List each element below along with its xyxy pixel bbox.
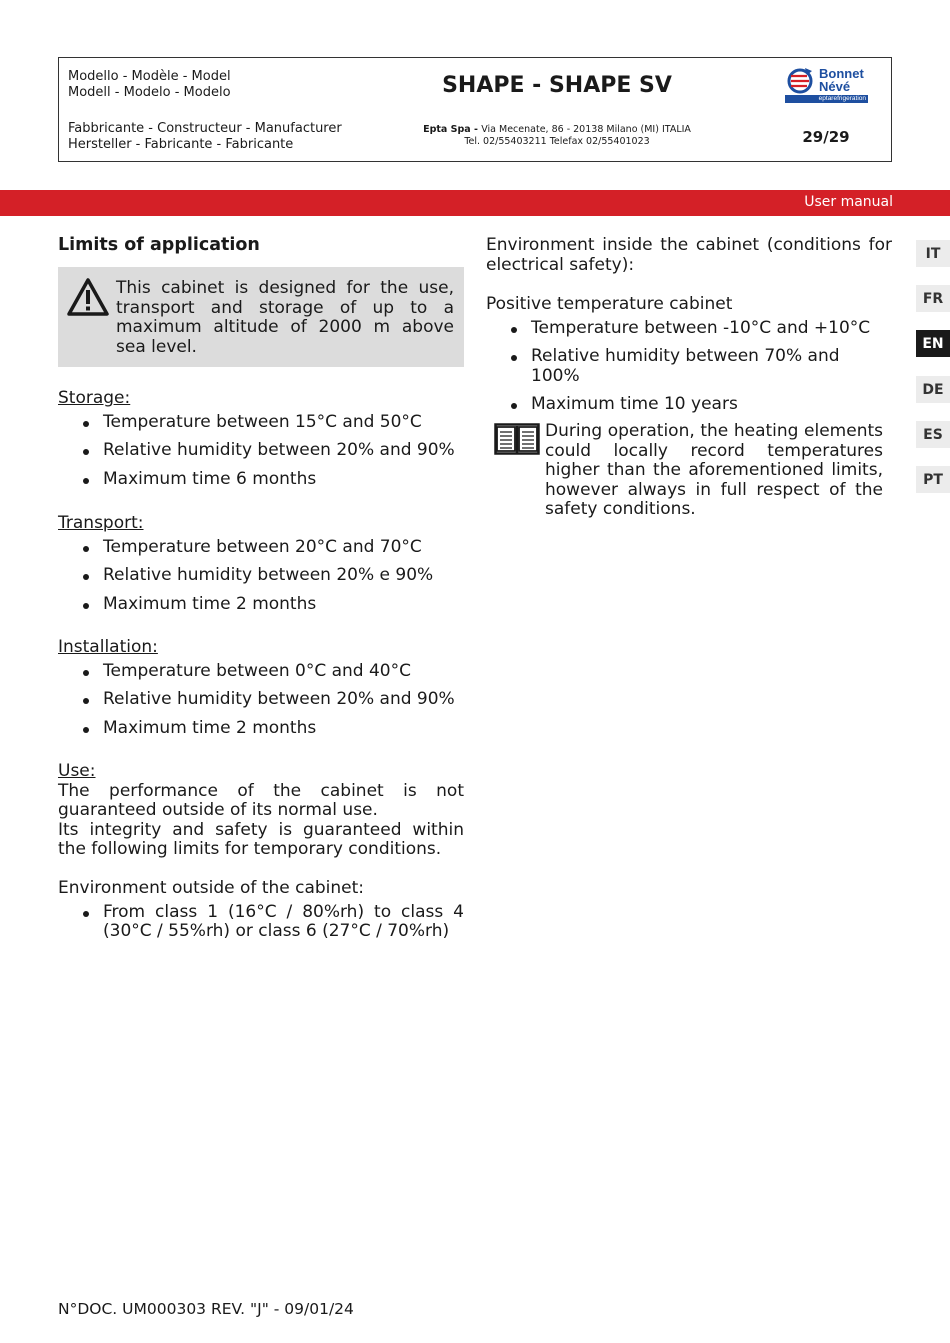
- list-item: Maximum time 6 months: [58, 470, 464, 490]
- storage-title: Storage:: [58, 388, 131, 408]
- page-number: 29/29: [802, 127, 850, 146]
- logo-text-2: Névé: [819, 79, 851, 94]
- list-item: Temperature between 20°C and 70°C: [58, 538, 464, 558]
- brand-logo: [761, 58, 891, 112]
- document-reference: N°DOC. UM000303 REV. "J" - 09/01/24: [58, 1300, 354, 1318]
- lang-tab-de[interactable]: DE: [916, 376, 950, 403]
- list-item: Temperature between 0°C and 40°C: [58, 662, 464, 682]
- document-title: SHAPE - SHAPE SV: [442, 72, 672, 98]
- band-label: User manual: [804, 194, 893, 210]
- env-outside-section: [58, 879, 464, 942]
- manufacturer-label: [59, 112, 353, 161]
- list-item: Relative humidity between 20% and 90%: [58, 441, 464, 461]
- env-inside-text: Environment inside the cabinet (conditions for electrical safety):: [486, 235, 892, 275]
- list-item: Relative humidity between 20% and 90%: [58, 690, 464, 710]
- logo-text-1: Bonnet: [819, 66, 864, 81]
- use-title: Use:: [58, 761, 96, 781]
- list-item: From class 1 (16°C / 80%rh) to class 4 (30°C / 55%rh) or class 6 (27°C / 70%rh): [58, 903, 464, 942]
- note-text: During operation, the heating elements could locally record temperatures higher than the aforementioned limits, however always in full respect of the safety conditions.: [545, 421, 883, 519]
- list-item: Temperature between -10°C and +10°C: [486, 319, 892, 339]
- list-item: Relative humidity between 70% and 100%: [486, 347, 892, 386]
- manufacturer-label-line-2: Hersteller - Fabricante - Fabricante: [68, 137, 294, 152]
- list-item: Relative humidity between 20% e 90%: [58, 566, 464, 586]
- positive-section: [486, 295, 892, 415]
- model-label-line-1: Modello - Modèle - Model: [68, 69, 231, 84]
- company-address: Via Mecenate, 86 - 20138 Milano (MI) ITALIA: [481, 124, 691, 135]
- list-item: Maximum time 2 months: [58, 719, 464, 739]
- lang-tab-es[interactable]: ES: [916, 421, 950, 448]
- section-heading: Limits of application: [58, 235, 260, 255]
- logo-subtitle: eptarefrigeration: [785, 95, 868, 103]
- use-text-2: Its integrity and safety is guaranteed within the following limits for temporary conditions.: [58, 819, 464, 859]
- model-label-line-2: Modell - Modelo - Modelo: [68, 85, 231, 100]
- header-table: [58, 57, 892, 162]
- list-item: Maximum time 2 months: [58, 595, 464, 615]
- manual-book-icon: [494, 423, 540, 455]
- warning-icon: [66, 277, 110, 317]
- lang-tab-it[interactable]: IT: [916, 240, 950, 267]
- use-text-1: The performance of the cabinet is not guaranteed outside of its normal use.: [58, 780, 464, 820]
- installation-title: Installation:: [58, 637, 158, 657]
- company-name: Epta Spa -: [423, 124, 482, 135]
- lang-tab-en[interactable]: EN: [916, 330, 950, 357]
- use-section: [58, 762, 464, 860]
- manufacturer-label-line-1: Fabbricante - Constructeur - Manufacturer: [68, 121, 342, 136]
- list-item: Temperature between 15°C and 50°C: [58, 413, 464, 433]
- manufacturer-address: [353, 112, 761, 161]
- env-outside-title: Environment outside of the cabinet:: [58, 878, 365, 898]
- logo-swirl-icon: [785, 66, 817, 96]
- list-item: Maximum time 10 years: [486, 395, 892, 415]
- positive-title: Positive temperature cabinet: [486, 294, 733, 314]
- lang-tab-fr[interactable]: FR: [916, 285, 950, 312]
- warning-text: This cabinet is designed for the use, transport and storage of up to a maximum altitude of 2000 m above sea level.: [116, 278, 454, 357]
- section-band: [0, 190, 950, 216]
- warning-box: [58, 267, 464, 367]
- installation-section: [58, 638, 464, 738]
- transport-section: [58, 514, 464, 614]
- storage-section: [58, 389, 464, 489]
- lang-tab-pt[interactable]: PT: [916, 466, 950, 493]
- transport-title: Transport:: [58, 513, 144, 533]
- company-phone: Tel. 02/55403211 Telefax 02/55401023: [464, 136, 650, 147]
- model-label: [59, 58, 353, 112]
